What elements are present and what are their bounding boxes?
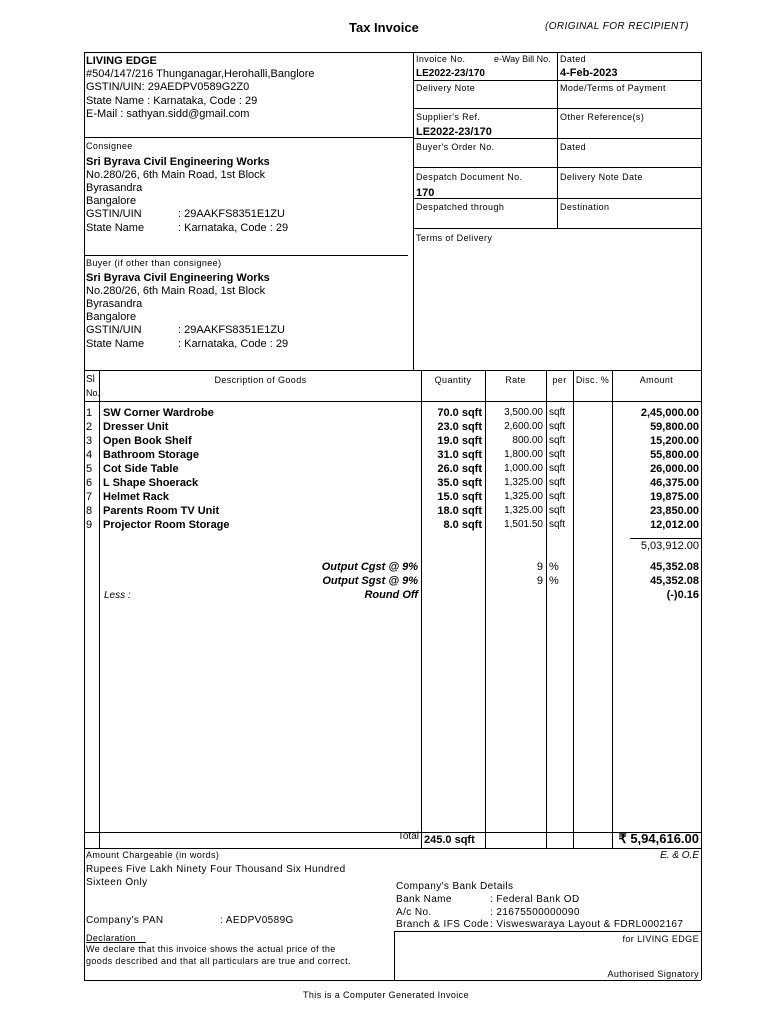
row-amount: 59,800.00 <box>650 421 699 433</box>
supplier-ref: LE2022-23/170 <box>416 126 492 138</box>
total-label: Total <box>397 831 419 842</box>
sgst-pct: % <box>549 575 559 587</box>
declaration-line-1: We declare that this invoice shows the actual price of the <box>86 944 336 954</box>
row-rate: 1,000.00 <box>504 463 543 474</box>
seller-email: E-Mail : sathyan.sidd@gmail.com <box>86 108 250 120</box>
buyer-state-label: State Name <box>86 338 145 350</box>
round-off-amount: (-)0.16 <box>666 589 699 601</box>
row-rate: 2,600.00 <box>504 421 543 432</box>
consignee-heading: Consignee <box>86 141 133 151</box>
buyer-order-dated-label: Dated <box>560 142 587 152</box>
row-per: sqft <box>549 519 566 530</box>
row-per: sqft <box>549 463 566 474</box>
for-company-label: for LIVING EDGE <box>622 934 699 944</box>
row-amount: 55,800.00 <box>650 449 699 461</box>
consignee-address-2: Byrasandra <box>86 182 143 194</box>
row-rate: 1,800.00 <box>504 449 543 460</box>
row-quantity: 23.0 sqft <box>437 421 482 433</box>
amount-words-line-1: Rupees Five Lakh Ninety Four Thousand Six Hundred <box>86 864 346 875</box>
less-label: Less : <box>104 590 131 601</box>
pan-value: : AEDPV0589G <box>220 915 294 926</box>
seller-address: #504/147/216 Thunganagar,Herohalli,Banglore <box>86 68 315 80</box>
branch-value: : Visweswaraya Layout & FDRL0002167 <box>490 919 684 930</box>
consignee-name: Sri Byrava Civil Engineering Works <box>86 156 270 168</box>
destination-label: Destination <box>560 202 610 212</box>
sgst-label: Output Sgst @ 9% <box>322 575 418 587</box>
buyer-address-1: No.280/26, 6th Main Road, 1st Block <box>86 285 266 297</box>
col-no: No. <box>86 388 101 398</box>
mode-terms-label: Mode/Terms of Payment <box>560 83 666 93</box>
row-per: sqft <box>549 505 566 516</box>
row-sl: 8 <box>86 505 93 517</box>
col-sl: Sl <box>86 374 95 385</box>
consignee-gstin-value: : 29AAKFS8351E1ZU <box>178 208 286 220</box>
row-amount: 2,45,000.00 <box>640 407 699 419</box>
invoice-no: LE2022-23/170 <box>416 68 485 79</box>
row-sl: 6 <box>86 477 93 489</box>
buyer-heading: Buyer (if other than consignee) <box>86 258 222 268</box>
row-sl: 2 <box>86 421 93 433</box>
account-label: A/c No. <box>396 907 432 918</box>
col-description: Description of Goods <box>214 375 307 385</box>
dispatch-doc-label: Despatch Document No. <box>416 172 523 182</box>
col-rate: Rate <box>505 375 526 385</box>
row-per: sqft <box>549 449 566 460</box>
declaration-line-2: goods described and that all particulars are true and correct. <box>86 956 351 966</box>
row-rate: 1,325.00 <box>504 491 543 502</box>
row-quantity: 70.0 sqft <box>437 407 482 419</box>
sgst-rate: 9 <box>536 575 543 587</box>
row-per: sqft <box>549 421 566 432</box>
dated-label: Dated <box>560 54 587 64</box>
copy-label: (ORIGINAL FOR RECIPIENT) <box>545 21 689 32</box>
cgst-pct: % <box>549 561 559 573</box>
invoice-title: Tax Invoice <box>349 20 419 35</box>
delivery-note-label: Delivery Note <box>416 83 476 93</box>
seller-gstin: GSTIN/UIN: 29AEDPV0589G2Z0 <box>86 81 250 93</box>
buyer-address-3: Bangalore <box>86 311 137 323</box>
delivery-note-date-label: Delivery Note Date <box>560 172 643 182</box>
pan-label: Company's PAN <box>86 915 164 926</box>
bank-heading: Company's Bank Details <box>396 881 514 892</box>
account-value: : 21675500000090 <box>490 907 580 918</box>
row-quantity: 31.0 sqft <box>437 449 482 461</box>
row-description: Helmet Rack <box>103 491 170 503</box>
sgst-amount: 45,352.08 <box>650 575 699 587</box>
row-amount: 23,850.00 <box>650 505 699 517</box>
row-description: Projector Room Storage <box>103 519 230 531</box>
row-sl: 3 <box>86 435 93 447</box>
row-description: Dresser Unit <box>103 421 169 433</box>
dispatched-through-label: Despatched through <box>416 202 505 212</box>
row-description: Cot Side Table <box>103 463 179 475</box>
consignee-address-1: No.280/26, 6th Main Road, 1st Block <box>86 169 266 181</box>
row-amount: 12,012.00 <box>650 519 699 531</box>
round-off-label: Round Off <box>364 589 418 601</box>
row-description: Parents Room TV Unit <box>103 505 220 517</box>
buyer-address-2: Byrasandra <box>86 298 143 310</box>
consignee-address-3: Bangalore <box>86 195 137 207</box>
buyer-order-label: Buyer's Order No. <box>416 142 495 152</box>
row-quantity: 15.0 sqft <box>437 491 482 503</box>
row-sl: 4 <box>86 449 93 461</box>
other-ref-label: Other Reference(s) <box>560 112 645 122</box>
row-amount: 46,375.00 <box>650 477 699 489</box>
row-per: sqft <box>549 435 566 446</box>
supplier-ref-label: Supplier's Ref. <box>416 112 481 122</box>
row-description: L Shape Shoerack <box>103 477 199 489</box>
row-sl: 9 <box>86 519 93 531</box>
seller-state: State Name : Karnataka, Code : 29 <box>86 95 258 107</box>
eoe-label: E. & O.E <box>660 850 699 861</box>
cgst-label: Output Cgst @ 9% <box>321 561 418 573</box>
row-rate: 3,500.00 <box>504 407 543 418</box>
invoice-no-label: Invoice No. <box>416 54 466 64</box>
row-amount: 26,000.00 <box>650 463 699 475</box>
row-rate: 1,325.00 <box>504 477 543 488</box>
row-description: Bathroom Storage <box>103 449 199 461</box>
row-rate: 800.00 <box>512 435 543 446</box>
row-description: Open Book Shelf <box>103 435 192 447</box>
row-quantity: 19.0 sqft <box>437 435 482 447</box>
dispatch-doc: 170 <box>416 187 435 199</box>
seller-name: LIVING EDGE <box>86 55 157 67</box>
branch-label: Branch & IFS Code <box>396 919 489 930</box>
dated-value: 4-Feb-2023 <box>560 67 618 79</box>
col-per: per <box>552 375 567 385</box>
consignee-state-value: : Karnataka, Code : 29 <box>178 222 289 234</box>
row-quantity: 26.0 sqft <box>437 463 482 475</box>
cgst-rate: 9 <box>536 561 543 573</box>
total-amount: ₹ 5,94,616.00 <box>618 831 699 846</box>
row-quantity: 8.0 sqft <box>443 519 482 531</box>
col-amount: Amount <box>639 375 674 385</box>
col-disc: Disc. % <box>575 375 610 385</box>
declaration-heading: Declaration <box>86 933 136 943</box>
row-rate: 1,501.50 <box>504 519 543 530</box>
row-quantity: 35.0 sqft <box>437 477 482 489</box>
row-per: sqft <box>549 491 566 502</box>
row-amount: 19,875.00 <box>650 491 699 503</box>
authorised-signatory: Authorised Signatory <box>607 969 699 979</box>
row-sl: 1 <box>86 407 93 419</box>
row-per: sqft <box>549 477 566 488</box>
cgst-amount: 45,352.08 <box>650 561 699 573</box>
amount-words-label: Amount Chargeable (in words) <box>86 850 220 860</box>
row-sl: 7 <box>86 491 93 503</box>
row-amount: 15,200.00 <box>650 435 699 447</box>
row-sl: 5 <box>86 463 93 475</box>
consignee-state-label: State Name <box>86 222 145 234</box>
bank-name-label: Bank Name <box>396 894 452 905</box>
row-description: SW Corner Wardrobe <box>103 407 214 419</box>
bank-name-value: : Federal Bank OD <box>490 894 580 905</box>
buyer-gstin-value: : 29AAKFS8351E1ZU <box>178 324 286 336</box>
row-quantity: 18.0 sqft <box>437 505 482 517</box>
amount-words-line-2: Sixteen Only <box>86 877 148 888</box>
row-rate: 1,325.00 <box>504 505 543 516</box>
total-quantity: 245.0 sqft <box>424 834 475 846</box>
consignee-gstin-label: GSTIN/UIN <box>86 208 142 220</box>
buyer-state-value: : Karnataka, Code : 29 <box>178 338 289 350</box>
col-quantity: Quantity <box>434 375 472 385</box>
subtotal: 5,03,912.00 <box>640 540 699 552</box>
computer-generated-note: This is a Computer Generated Invoice <box>303 990 469 1000</box>
row-per: sqft <box>549 407 566 418</box>
eway-label: e-Way Bill No. <box>494 54 551 64</box>
buyer-name: Sri Byrava Civil Engineering Works <box>86 272 270 284</box>
buyer-gstin-label: GSTIN/UIN <box>86 324 142 336</box>
terms-label: Terms of Delivery <box>416 233 493 243</box>
